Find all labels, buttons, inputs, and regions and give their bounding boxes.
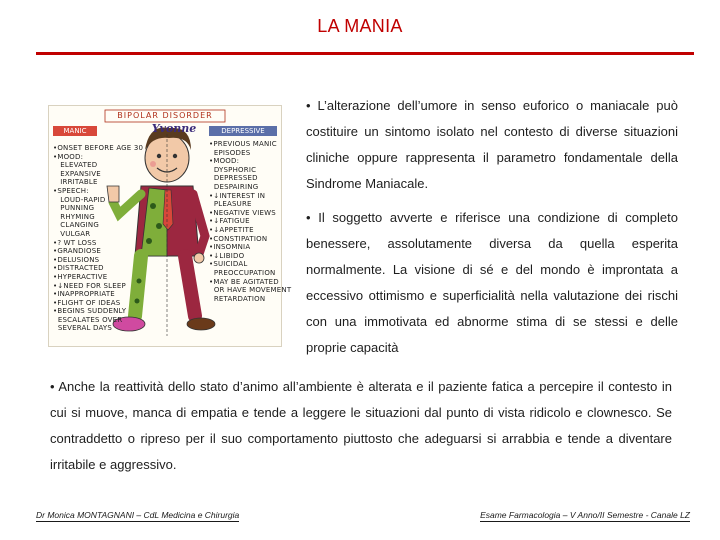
bullet-paragraph-1: • L’alterazione dell’umore in senso euforico o maniacale può costituire un sintomo isolato nel contesto di diverse situazioni cliniche oppure rappresenta il parametro fondamentale della Sindrome Maniacale. xyxy=(306,98,678,191)
bullet-paragraph-2: • Il soggetto avverte e riferisce una condizione di completo benessere, assolutamente diversa da quella esperita normalmente. La visione di sé e del mondo è improntata a eccessivo ottimismo e superficialità nella valutazione dei rischi con una immotivata ed abnorme stima di se stessi e delle proprie capacità xyxy=(306,210,678,355)
footer-course: Esame Farmacologia – V Anno/II Semestre - Canale LZ xyxy=(480,510,690,520)
title-divider xyxy=(36,52,694,55)
illustration-name: Yvonne xyxy=(151,122,197,135)
slide-title: LA MANIA xyxy=(317,16,403,36)
footer-author: Dr Monica MONTAGNANI – CdL Medicina e Chirurgia xyxy=(36,510,240,520)
manic-tag: MANIC xyxy=(53,126,97,136)
depressive-tag: DEPRESSIVE xyxy=(209,126,277,136)
depressive-symptom-list: •PREVIOUS MANIC EPISODES •MOOD: DYSPHORIC DEPRESSED DESPAIRING •↓INTEREST IN PLEASURE •NEGATIVE VIEWS •↓FATIGUE •↓APPETITE •CONSTIPATION •INSOMNIA •↓LIBIDO •SUICIDAL PREOCCUPATION •MAY BE AGITATED OR HAVE MOVEMENT RETARDATION xyxy=(209,140,292,303)
illustration-banner: BIPOLAR DISORDER xyxy=(117,111,213,120)
manic-symptom-list: •ONSET BEFORE AGE 30 •MOOD: ELEVATED EXPANSIVE IRRITABLE •SPEECH: LOUD-RAPID PUNNING RHYMING CLANGING VULGAR •? WT LOSS •GRANDIOSE •DELUSIONS •DISTRACTED •HYPERACTIVE •↓NEED FOR SLEEP •INAPPROPRIATE •FLIGHT OF IDEAS •BEGINS SUDDENLY ESCALATES OVER SEVERAL DAYS xyxy=(53,144,144,333)
bipolar-disorder-illustration xyxy=(48,105,292,347)
bullet-paragraph-3: • Anche la reattività dello stato d’animo all’ambiente è alterata e il paziente fatica a percepire il contesto in cui si muove, manca di empatia e tende a leggere le situazioni dal punto di vista ridicolo e clownesco. Se contraddetto o ripreso per il suo comportamento piuttosto che adeguarsi si arrabbia e tende a diventare irritabile e aggressivo. xyxy=(50,379,672,472)
